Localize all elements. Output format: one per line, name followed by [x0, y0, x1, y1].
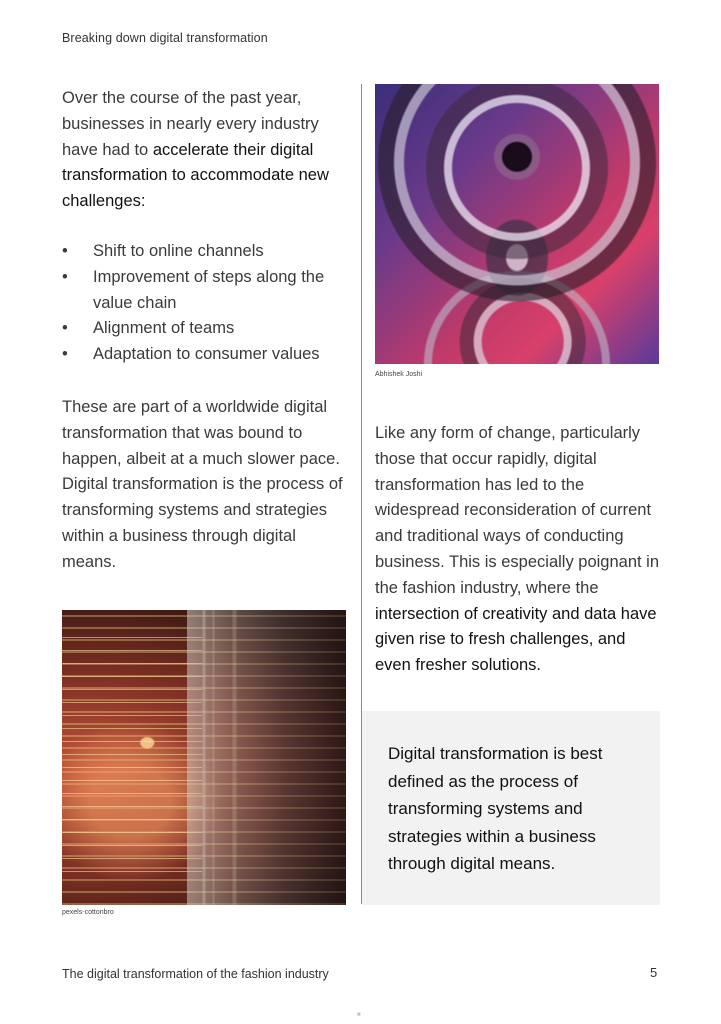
bullet-text: Adaptation to consumer values	[93, 345, 320, 364]
photo-credit-left: pexels-cottonbro	[62, 909, 114, 916]
intro-emphasis: accelerate their digital transformation to accommodate new challenges:	[62, 140, 329, 211]
page-number: 5	[650, 965, 658, 980]
pull-quote-box	[362, 711, 660, 905]
running-footer: The digital transformation of the fashion industry	[62, 967, 329, 981]
photo-hair-overlay	[187, 610, 346, 905]
bullet-text: Alignment of teams	[93, 319, 235, 338]
photo-code-overlay	[62, 630, 202, 880]
pull-quote-text: Digital transformation is best defined as the process of transforming systems and strategies within a business through digital means.	[388, 744, 603, 873]
change-paragraph	[375, 421, 660, 679]
photo-credit-top: Abhishek Joshi	[375, 371, 423, 378]
bullet-text: Improvement of steps along the value chain	[93, 267, 325, 312]
bullet-icon: •	[62, 267, 68, 286]
intro-paragraph	[62, 86, 347, 215]
bullet-icon: •	[62, 242, 68, 260]
bullet-icon: •	[62, 319, 68, 338]
definition-paragraph: These are part of a worldwide digital transformation that was bound to happen, albeit at a much slower pace. Digital transformation is the process of transforming systems and strategies within a business through digital means.	[62, 398, 343, 571]
list-item	[62, 316, 352, 342]
bullet-list	[62, 239, 352, 368]
list-item	[62, 265, 352, 317]
intro-text: Over the course of the past year, businesses in nearly every industry have had to	[62, 89, 319, 159]
bullet-text: Shift to online channels	[93, 242, 264, 260]
footer-mark: ■	[357, 1012, 361, 1018]
list-item	[62, 342, 352, 368]
running-header: Breaking down digital transformation	[62, 31, 268, 45]
bullet-icon: •	[62, 345, 68, 364]
list-item	[62, 239, 352, 265]
glass-sphere-photo	[375, 84, 659, 364]
change-text: Like any form of change, particularly those that occur rapidly, digital transformation has led to the widespread reconsideration of current and traditional ways of conducting business. This is especially poignant in the fashion industry, where the	[375, 424, 660, 597]
change-emphasis: intersection of creativity and data have given rise to fresh challenges, and even fresher solutions.	[375, 604, 657, 675]
projected-code-face-photo	[62, 610, 346, 905]
